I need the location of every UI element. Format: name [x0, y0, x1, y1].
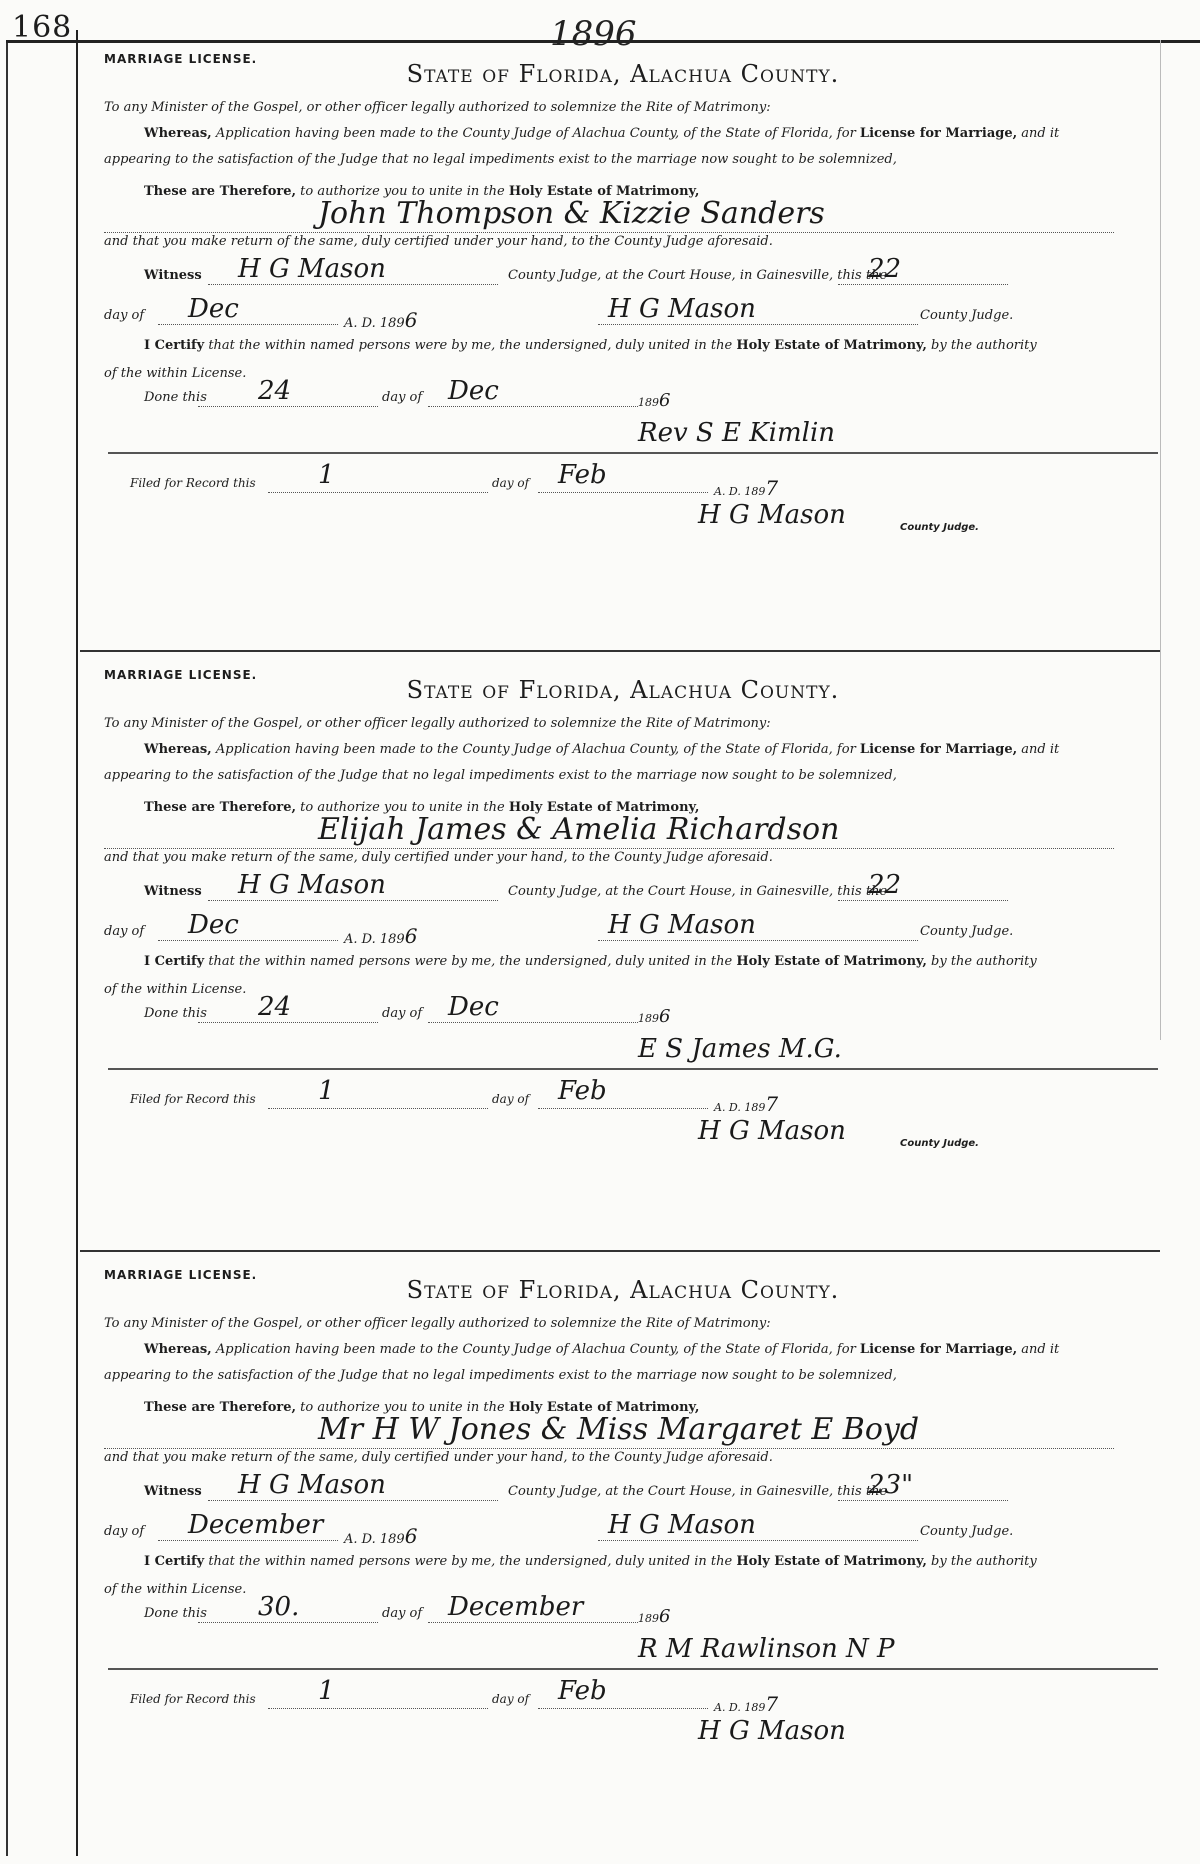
- whereas-line: [144, 1342, 1059, 1357]
- issue-month: December: [188, 1510, 324, 1540]
- license-label: MARRIAGE LICENSE.: [104, 52, 258, 66]
- filed-signature: H G Mason: [698, 1716, 846, 1746]
- done-month: December: [448, 1592, 584, 1622]
- witness-signature: H G Mason: [238, 254, 386, 284]
- these-word: These are Therefore,: [144, 1400, 297, 1415]
- filed-day-line: [268, 1108, 488, 1109]
- these-word: These are Therefore,: [144, 800, 297, 815]
- whereas-text: Application having been made to the County Judge of Alachua County, of the State of Florida, for: [215, 126, 856, 141]
- judge-line: [598, 940, 918, 941]
- day-of: day of: [104, 1524, 145, 1539]
- day-of: day of: [104, 308, 145, 323]
- holy-estate: Holy Estate of Matrimony,: [736, 954, 927, 969]
- done-day-of: day of: [382, 390, 423, 405]
- certify-end: by the authority: [931, 1554, 1037, 1569]
- issue-day-line: [838, 284, 1008, 285]
- authorize-text: to authorize you to unite in the: [300, 800, 505, 815]
- appearing-line: appearing to the satisfaction of the Judge that no legal impediments exist to the marriage now sought to be solemnized,: [104, 152, 897, 167]
- judge-signature: H G Mason: [608, 294, 756, 324]
- witness-word: Witness: [144, 268, 202, 283]
- done-month-line: [428, 406, 638, 407]
- filed-year-digit: 7: [765, 1692, 779, 1716]
- section-divider: [80, 650, 1160, 652]
- filed-day-line: [268, 492, 488, 493]
- certify-word: I Certify: [144, 954, 205, 969]
- done-day: 24: [258, 992, 292, 1022]
- done-day-line: [198, 1022, 378, 1023]
- issue-month-line: [158, 324, 338, 325]
- witness-line: [208, 1500, 498, 1501]
- whereas-text: Application having been made to the County Judge of Alachua County, of the State of Florida, for: [215, 1342, 856, 1357]
- license-heading: State of Florida, Alachua County.: [406, 1276, 840, 1304]
- return-line: and that you make return of the same, duly certified under your hand, to the County Judge aforesaid.: [104, 1450, 773, 1465]
- license-heading: State of Florida, Alachua County.: [406, 60, 840, 88]
- done-month-line: [428, 1022, 638, 1023]
- certify-line: [144, 954, 1037, 969]
- return-line: and that you make return of the same, duly certified under your hand, to the County Judge aforesaid.: [104, 850, 773, 865]
- whereas-word: Whereas,: [144, 126, 212, 141]
- whereas-word: Whereas,: [144, 1342, 212, 1357]
- filed-day: 1: [318, 1676, 335, 1706]
- page-number: 168: [12, 10, 73, 45]
- issue-day: 23": [868, 1470, 914, 1500]
- authorize-text: to authorize you to unite in the: [300, 1400, 505, 1415]
- officiant-signature: Rev S E Kimlin: [638, 418, 836, 448]
- filed-month-line: [538, 492, 708, 493]
- county-judge-label: County Judge.: [920, 308, 1014, 323]
- filed-ad: A. D. 1897: [714, 476, 779, 500]
- certify-text: that the within named persons were by me, the undersigned, duly united in the: [208, 338, 733, 353]
- names-line: [104, 848, 1114, 849]
- license-heading: State of Florida, Alachua County.: [406, 676, 840, 704]
- issue-month: Dec: [188, 294, 239, 324]
- issue-year-digit: 6: [404, 308, 418, 332]
- filed-year-digit: 7: [765, 476, 779, 500]
- court-text: County Judge, at the Court House, in Gainesville, this the: [508, 268, 888, 283]
- whereas-end: and it: [1021, 1342, 1060, 1357]
- county-judge-label: County Judge.: [920, 1524, 1014, 1539]
- appearing-line: appearing to the satisfaction of the Judge that no legal impediments exist to the marriage now sought to be solemnized,: [104, 1368, 897, 1383]
- marriage-license-1: [78, 48, 1168, 648]
- filed-rule: [108, 452, 1158, 454]
- done-this: Done this: [144, 1606, 207, 1621]
- certify-end: by the authority: [931, 954, 1037, 969]
- whereas-word: Whereas,: [144, 742, 212, 757]
- filed-signature: H G Mason: [698, 1116, 846, 1146]
- ad-text: A. D. 1896: [344, 924, 418, 948]
- county-judge-label: County Judge.: [920, 924, 1014, 939]
- names-line: [104, 1448, 1114, 1449]
- filed-month: Feb: [558, 1076, 607, 1106]
- filed-month-line: [538, 1708, 708, 1709]
- issue-day: 22: [868, 870, 902, 900]
- filed-rule: [108, 1068, 1158, 1070]
- issue-month-line: [158, 940, 338, 941]
- holy-estate: Holy Estate of Matrimony,: [508, 184, 700, 199]
- witness-word: Witness: [144, 1484, 202, 1499]
- holy-estate: Holy Estate of Matrimony,: [508, 800, 700, 815]
- whereas-end: and it: [1021, 742, 1060, 757]
- done-year: 1896: [638, 1006, 671, 1027]
- done-month-line: [428, 1622, 638, 1623]
- done-day: 30.: [258, 1592, 300, 1622]
- names-line: [104, 232, 1114, 233]
- issue-month-line: [158, 1540, 338, 1541]
- judge-line: [598, 1540, 918, 1541]
- filed-month: Feb: [558, 460, 607, 490]
- filed-county-judge: County Judge.: [900, 1138, 979, 1149]
- certify-word: I Certify: [144, 1554, 205, 1569]
- officiant-signature: E S James M.G.: [638, 1034, 842, 1064]
- filed-day: 1: [318, 1076, 335, 1106]
- issue-year-digit: 6: [404, 924, 418, 948]
- done-year-digit: 6: [659, 390, 671, 411]
- done-month: Dec: [448, 376, 499, 406]
- filed-day-of: day of: [492, 1692, 530, 1706]
- appearing-line: appearing to the satisfaction of the Judge that no legal impediments exist to the marriage now sought to be solemnized,: [104, 768, 897, 783]
- filed-day: 1: [318, 460, 335, 490]
- these-word: These are Therefore,: [144, 184, 297, 199]
- judge-signature: H G Mason: [608, 1510, 756, 1540]
- license-label: MARRIAGE LICENSE.: [104, 668, 258, 682]
- certify-word: I Certify: [144, 338, 205, 353]
- within-license: of the within License.: [104, 1582, 247, 1597]
- issue-day-line: [838, 1500, 1008, 1501]
- done-day-line: [198, 406, 378, 407]
- done-year: 1896: [638, 1606, 671, 1627]
- witness-signature: H G Mason: [238, 870, 386, 900]
- filed-day-of: day of: [492, 1092, 530, 1106]
- done-day: 24: [258, 376, 292, 406]
- filed-rule: [108, 1668, 1158, 1670]
- done-month: Dec: [448, 992, 499, 1022]
- filed-month: Feb: [558, 1676, 607, 1706]
- issue-day: 22: [868, 254, 902, 284]
- marriage-license-2: [78, 664, 1168, 1264]
- return-line: and that you make return of the same, duly certified under your hand, to the County Judge aforesaid.: [104, 234, 773, 249]
- filed-year-digit: 7: [765, 1092, 779, 1116]
- done-day-of: day of: [382, 1006, 423, 1021]
- certify-text: that the within named persons were by me, the undersigned, duly united in the: [208, 1554, 733, 1569]
- day-of: day of: [104, 924, 145, 939]
- margin-rule-outer: [6, 40, 8, 1856]
- address-line: To any Minister of the Gospel, or other officer legally authorized to solemnize the Rite of Matrimony:: [104, 100, 771, 115]
- filed-day-of: day of: [492, 476, 530, 490]
- couple-names: Mr H W Jones & Miss Margaret E Boyd: [318, 1412, 920, 1447]
- handwritten-year: 1896: [550, 14, 637, 54]
- holy-estate: Holy Estate of Matrimony,: [736, 1554, 927, 1569]
- done-year-digit: 6: [659, 1606, 671, 1627]
- filed-text: Filed for Record this: [130, 1692, 256, 1706]
- filed-ad: A. D. 1897: [714, 1692, 779, 1716]
- license-label: MARRIAGE LICENSE.: [104, 1268, 258, 1282]
- authorize-text: to authorize you to unite in the: [300, 184, 505, 199]
- couple-names: Elijah James & Amelia Richardson: [318, 812, 840, 847]
- done-this: Done this: [144, 390, 207, 405]
- filed-ad: A. D. 1897: [714, 1092, 779, 1116]
- whereas-end: and it: [1021, 126, 1060, 141]
- within-license: of the within License.: [104, 366, 247, 381]
- court-text: County Judge, at the Court House, in Gainesville, this the: [508, 1484, 888, 1499]
- done-year: 1896: [638, 390, 671, 411]
- witness-line: [208, 284, 498, 285]
- filed-month-line: [538, 1108, 708, 1109]
- officiant-signature: R M Rawlinson N P: [638, 1634, 895, 1664]
- done-day-line: [198, 1622, 378, 1623]
- judge-line: [598, 324, 918, 325]
- whereas-line: [144, 742, 1059, 757]
- filed-text: Filed for Record this: [130, 1092, 256, 1106]
- filed-text: Filed for Record this: [130, 476, 256, 490]
- witness-signature: H G Mason: [238, 1470, 386, 1500]
- holy-estate: Holy Estate of Matrimony,: [508, 1400, 700, 1415]
- marriage-license-3: [78, 1264, 1168, 1864]
- couple-names: John Thompson & Kizzie Sanders: [318, 196, 825, 231]
- certify-end: by the authority: [931, 338, 1037, 353]
- whereas-text: Application having been made to the County Judge of Alachua County, of the State of Florida, for: [215, 742, 856, 757]
- whereas-line: [144, 126, 1059, 141]
- done-this: Done this: [144, 1006, 207, 1021]
- done-year-digit: 6: [659, 1006, 671, 1027]
- ad-text: A. D. 1896: [344, 1524, 418, 1548]
- witness-word: Witness: [144, 884, 202, 899]
- certify-line: [144, 338, 1037, 353]
- judge-signature: H G Mason: [608, 910, 756, 940]
- within-license: of the within License.: [104, 982, 247, 997]
- license-for-marriage: License for Marriage,: [859, 126, 1018, 141]
- address-line: To any Minister of the Gospel, or other officer legally authorized to solemnize the Rite of Matrimony:: [104, 1316, 771, 1331]
- license-for-marriage: License for Marriage,: [859, 1342, 1018, 1357]
- issue-month: Dec: [188, 910, 239, 940]
- certify-line: [144, 1554, 1037, 1569]
- license-for-marriage: License for Marriage,: [859, 742, 1018, 757]
- court-text: County Judge, at the Court House, in Gainesville, this the: [508, 884, 888, 899]
- holy-estate: Holy Estate of Matrimony,: [736, 338, 927, 353]
- filed-county-judge: County Judge.: [900, 522, 979, 533]
- filed-day-line: [268, 1708, 488, 1709]
- witness-line: [208, 900, 498, 901]
- issue-day-line: [838, 900, 1008, 901]
- ad-text: A. D. 1896: [344, 308, 418, 332]
- issue-year-digit: 6: [404, 1524, 418, 1548]
- filed-signature: H G Mason: [698, 500, 846, 530]
- address-line: To any Minister of the Gospel, or other officer legally authorized to solemnize the Rite of Matrimony:: [104, 716, 771, 731]
- done-day-of: day of: [382, 1606, 423, 1621]
- certify-text: that the within named persons were by me, the undersigned, duly united in the: [208, 954, 733, 969]
